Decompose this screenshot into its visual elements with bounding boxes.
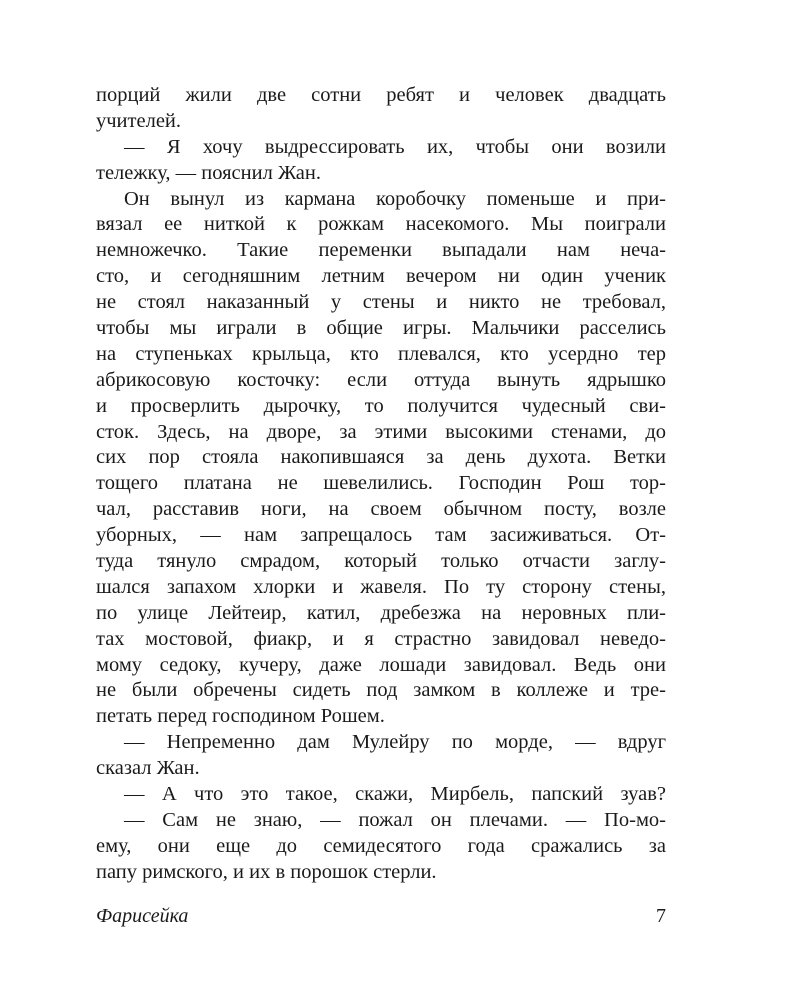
text-line: уборных, — нам запрещалось там засиживаться. От- — [96, 524, 666, 547]
text-line: папу римского, и их в порошок стерли. — [96, 860, 437, 883]
text-line: шался запахом хлорки и жавеля. По ту сторону стены, — [96, 575, 666, 598]
text-line: — Я хочу выдрессировать их, чтобы они возили — [124, 135, 666, 158]
text-line: немножечко. Такие переменки выпадали нам неча- — [96, 239, 666, 262]
text-line: сто, и сегодняшним летним вечером ни один ученик — [96, 265, 666, 288]
text-line: порций жили две сотни ребят и человек двадцать — [96, 84, 666, 106]
page-number: 7 — [656, 905, 666, 927]
text-line: не были обречены сидеть под замком в коллеже и тре- — [96, 679, 666, 702]
text-line: туда тянуло смрадом, который только отчасти заглу- — [96, 550, 666, 573]
text-line: вязал ее ниткой к рожкам насекомого. Мы поиграли — [96, 213, 666, 236]
text-line: не стоял наказанный у стены и никто не требовал, — [96, 291, 666, 314]
text-line: — Непременно дам Мулейру по морде, — вдруг — [124, 731, 666, 754]
text-line: сток. Здесь, на дворе, за этими высокими стенами, до — [96, 420, 666, 443]
text-line: учителей. — [96, 109, 182, 132]
text-line: сказал Жан. — [96, 757, 200, 780]
text-line: ему, они еще до семидесятого года сражались за — [96, 834, 666, 857]
text-line: на ступеньках крыльца, кто плевался, кто усердно тер — [96, 342, 666, 365]
text-line: — Сам не знаю, — пожал он плечами. — По-мо- — [124, 808, 666, 831]
text-line: тах мостовой, фиакр, и я страстно завидовал неведо- — [96, 627, 666, 650]
page-text — [96, 83, 666, 886]
page-footer — [96, 903, 666, 929]
text-line: мому седоку, кучеру, даже лошади завидовал. Ведь они — [96, 653, 666, 676]
text-line: абрикосовую косточку: если оттуда вынуть ядрышко — [96, 368, 666, 391]
text-line: чал, расставив ноги, на своем обычном посту, возле — [96, 498, 666, 521]
text-line: Он вынул из кармана коробочку поменьше и при- — [124, 187, 666, 210]
text-line: тощего платана не шевелились. Господин Рош тор- — [96, 472, 666, 495]
text-line: по улице Лейтеир, катил, дребезжа на неровных пли- — [96, 601, 666, 624]
text-line: сих пор стояла накопившаяся за день духота. Ветки — [96, 446, 666, 469]
text-line: — А что это такое, скажи, Мирбель, папский зуав? — [124, 783, 666, 806]
text-line: чтобы мы играли в общие игры. Мальчики расселись — [96, 317, 666, 340]
text-line: тележку, — пояснил Жан. — [96, 161, 321, 184]
text-line: петать перед господином Рошем. — [96, 705, 385, 728]
running-title: Фарисейка — [96, 905, 189, 927]
text-line: и просверлить дырочку, то получится чудесный сви- — [96, 394, 666, 417]
